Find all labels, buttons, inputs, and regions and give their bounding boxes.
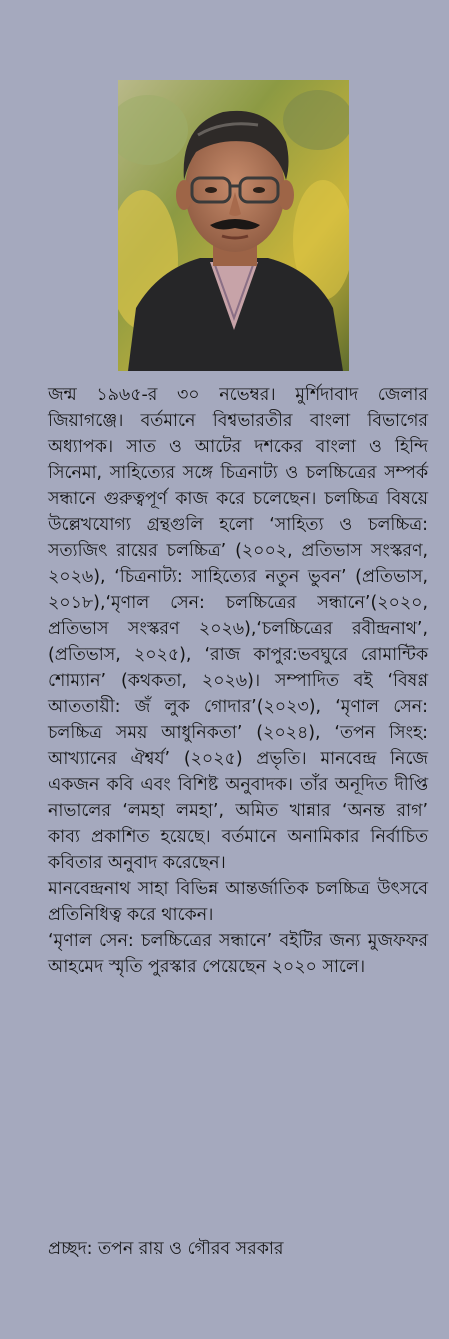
bio-paragraph: মানবেন্দ্রনাথ সাহা বিভিন্ন আন্তর্জাতিক চলচ্চিত্র উৎসবে প্রতিনিধিত্ব করে থাকেন। <box>48 879 428 925</box>
bio-paragraph: ‘মৃণাল সেন: চলচ্চিত্রের সন্ধানে’ বইটির জন্য মুজফফর আহমেদ স্মৃতি পুরস্কার পেয়েছেন ২০২০ সালে। <box>48 931 428 977</box>
author-photo <box>118 80 349 371</box>
bio-paragraph: জন্ম ১৯৬৫-র ৩০ নভেম্বর। মুর্শিদাবাদ জেলার জিয়াগঞ্জে। বর্তমানে বিশ্বভারতীর বাংলা বিভাগের অধ্যাপক। সাত ও আটের দশকের বাংলা ও হিন্দি সিনেমা, সাহিত্যের সঙ্গে চিত্রনাট্য ও চলচ্চিত্রের সম্পর্ক সন্ধানে গুরুত্বপূর্ণ কাজ করে চলেছেন। চলচ্চিত্র বিষয়ে উল্লেখযোগ্য গ্রন্থগুলি হলো ‘সাহিত্য ও চলচ্চিত্র: সত্যজিৎ রায়ের চলচ্চিত্র’ (২০০২, প্রতিভাস সংস্করণ, ২০২৬), ‘চিত্রনাট্য: সাহিত্যের নতুন ভুবন’ (প্রতিভাস, ২০১৮),‘মৃণাল সেন: চলচ্চিত্রের সন্ধানে’(২০২০, প্রতিভাস সংস্করণ ২০২৬),‘চলচ্চিত্রের রবীন্দ্রনাথ’, (প্রতিভাস, ২০২৫), ‘রাজ কাপুর:ভবঘুরে রোমান্টিক শোম্যান’ (কথকতা, ২০২৬)। সম্পাদিত বই ‘বিষণ্ণ আততায়ী: জঁ লুক গোদার’(২০২৩), ‘মৃণাল সেন: চলচ্চিত্র সময় আধুনিকতা’ (২০২৪), ‘তপন সিংহ: আখ্যানের ঐশ্বর্য’ (২০২৫) প্রভৃতি। মানবেন্দ্র নিজে একজন কবি এবং বিশিষ্ট অনুবাদক। তাঁর অনূদিত দীপ্তি নাভালের ‘লমহা লমহা’, অমিত খান্নার ‘অনন্ত রাগ’ কাব্য প্রকাশিত হয়েছে। বর্তমানে অনামিকার নির্বাচিত কবিতার অনুবাদ করেছেন। <box>48 385 428 873</box>
cover-credit: প্রচ্ছদ: তপন রায় ও গৌরব সরকার <box>48 1239 284 1259</box>
author-bio <box>48 382 428 980</box>
